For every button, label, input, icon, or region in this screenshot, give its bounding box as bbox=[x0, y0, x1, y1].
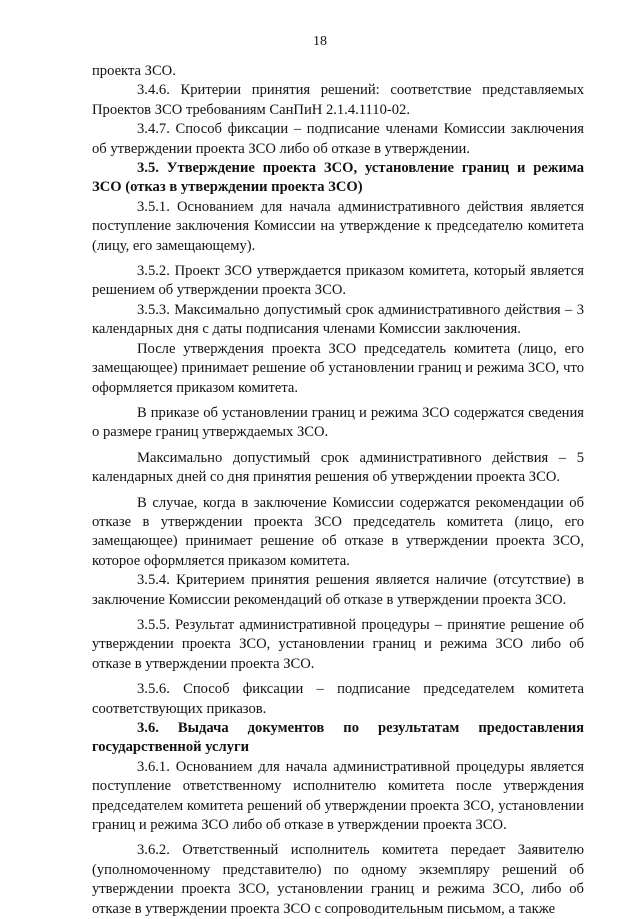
paragraph: 3.5.6. Способ фиксации – подписание председателем комитета соответствующих приказов. bbox=[92, 681, 584, 717]
section-heading: 3.6. Выдача документов по результатам предоставления государственной услуги bbox=[92, 720, 584, 756]
paragraph: 3.5.3. Максимально допустимый срок административного действия – 3 календарных дня с даты подписания членами Комиссии заключения. bbox=[92, 301, 584, 338]
paragraph: В приказе об установлении границ и режима ЗСО содержатся сведения о размере границ утверждаемых ЗСО. bbox=[92, 404, 584, 441]
paragraph: 3.6.1. Основанием для начала административной процедуры является поступление ответственному исполнителю комитета после утверждения председателем комитета решений об утверждении проекта ЗСО, установлении границ и режима ЗСО либо об отказе в утверждении проекта ЗСО. bbox=[92, 758, 584, 834]
paragraph: После утверждения проекта ЗСО председатель комитета (лицо, его замещающее) принимает решение об установлении границ и режима ЗСО, что оформляется приказом комитета. bbox=[92, 340, 584, 396]
page-number: 18 bbox=[313, 34, 327, 49]
paragraph: Максимально допустимый срок административного действия – 5 календарных дней со дня принятия решения об утверждении проекта ЗСО. bbox=[92, 449, 584, 486]
section-heading: 3.5. Утверждение проекта ЗСО, установление границ и режима ЗСО (отказ в утверждении проекта ЗСО) bbox=[92, 160, 584, 196]
paragraph: 3.5.2. Проект ЗСО утверждается приказом комитета, который является решением об утверждении проекта ЗСО. bbox=[92, 263, 584, 299]
paragraph: 3.4.7. Способ фиксации – подписание членами Комиссии заключения об утверждении проекта ЗСО либо об отказе в утверждении. bbox=[92, 121, 584, 157]
paragraph: 3.5.1. Основанием для начала административного действия является поступление заключения Комиссии на утверждение к председателю комитета (лицу, его замещающему). bbox=[92, 198, 584, 254]
paragraph: проекта ЗСО. bbox=[92, 63, 176, 79]
paragraph: В случае, когда в заключение Комиссии содержатся рекомендации об отказе в утверждении проекта ЗСО председатель комитета (лицо, его замещающее) принимает решение об отказе в утверждении проекта ЗСО, которое оформляется приказом комитета. bbox=[92, 494, 584, 569]
paragraph: 3.4.6. Критерии принятия решений: соответствие представляемых Проектов ЗСО требованиям СанПиН 2.1.4.1110-02. bbox=[92, 82, 584, 118]
document-body bbox=[92, 62, 584, 919]
paragraph: 3.5.5. Результат административной процедуры – принятие решение об утверждении проекта ЗСО, установлении границ и режима ЗСО либо об отказе в утверждении проекта ЗСО. bbox=[92, 616, 584, 672]
paragraph: 3.5.4. Критерием принятия решения является наличие (отсутствие) в заключение Комиссии рекомендаций об отказе в утверждении проекта ЗСО. bbox=[92, 572, 584, 608]
paragraph: 3.6.2. Ответственный исполнитель комитета передает Заявителю (уполномоченному представителю) по одному экземпляру решений об утверждении проекта ЗСО, установлении границ и режима ЗСО, либо об отказе в утверждении проекта ЗСО с сопроводительным письмом, а также bbox=[92, 842, 584, 917]
